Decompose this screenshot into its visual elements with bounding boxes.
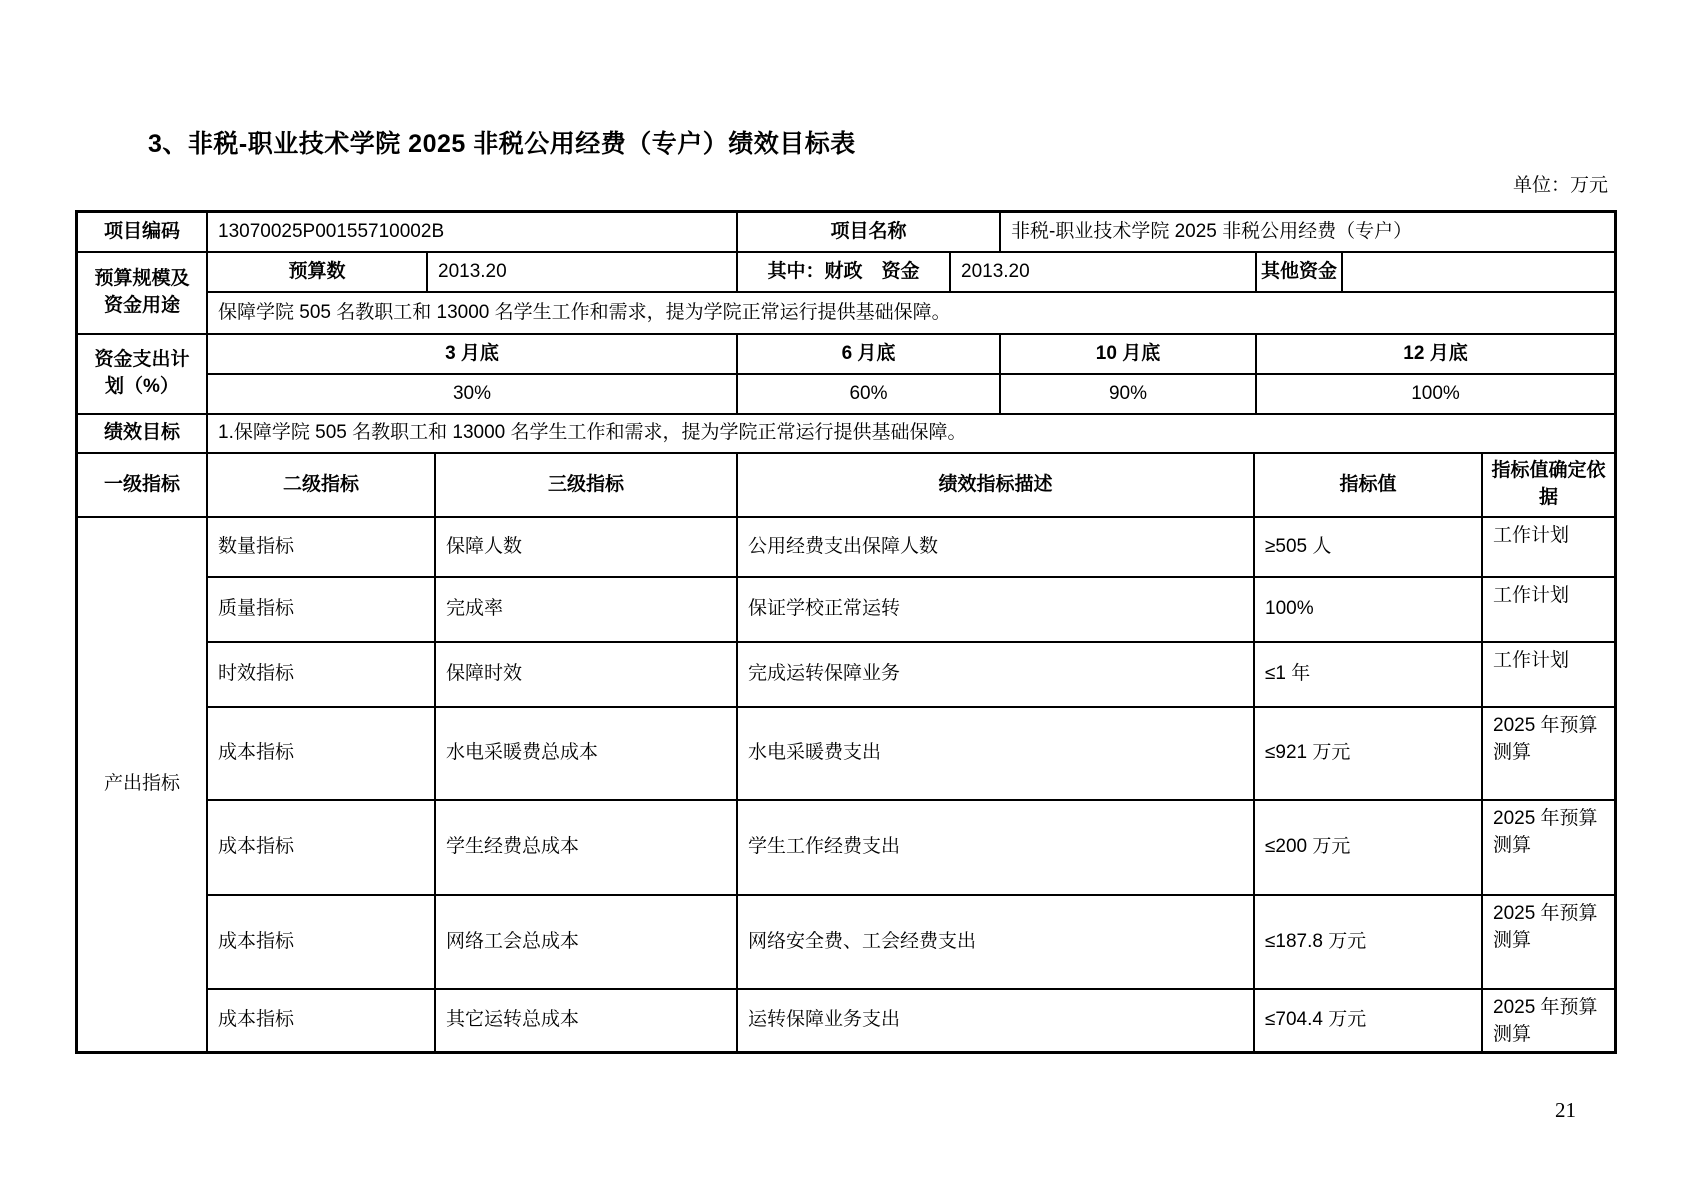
value-cell: ≤921 万元 <box>1255 708 1483 799</box>
level2-cell: 成本指标 <box>208 990 436 1051</box>
spending-value-october: 90% <box>1001 375 1257 413</box>
description-cell: 学生工作经费支出 <box>738 801 1255 894</box>
header-level1: 一级指标 <box>78 454 208 516</box>
indicator-row-quantity <box>208 518 1614 578</box>
level2-cell: 数量指标 <box>208 518 436 576</box>
level3-cell: 保障时效 <box>436 643 738 706</box>
spending-col-december: 12 月底 <box>1403 342 1468 364</box>
performance-goal-row <box>78 415 1614 454</box>
project-code-label: 项目编码 <box>78 213 208 251</box>
value-cell: ≤200 万元 <box>1255 801 1483 894</box>
budget-number-value: 2013.20 <box>428 253 738 291</box>
page-title: 3、非税-职业技术学院 2025 非税公用经费（专户）绩效目标表 <box>148 130 856 158</box>
budget-scale-label: 预算规模及资金用途 <box>78 253 208 333</box>
spending-value-march: 30% <box>208 375 738 413</box>
indicator-data-band <box>78 518 1614 1051</box>
indicator-row-cost-other <box>208 990 1614 1051</box>
description-cell: 水电采暖费支出 <box>738 708 1255 799</box>
spending-col-october: 10 月底 <box>1001 335 1257 373</box>
project-name-label: 项目名称 <box>738 213 1001 251</box>
budget-numbers-row <box>208 253 1614 293</box>
level3-cell: 完成率 <box>436 578 738 641</box>
fiscal-funds-label: 其中：财政 资金 <box>738 253 951 291</box>
indicator-row-cost-network <box>208 896 1614 990</box>
header-level3: 三级指标 <box>436 454 738 516</box>
level3-cell: 网络工会总成本 <box>436 896 738 988</box>
level2-cell: 时效指标 <box>208 643 436 706</box>
fiscal-funds-value: 2013.20 <box>951 253 1257 291</box>
fund-usage-row <box>208 293 1614 333</box>
basis-cell: 2025 年预算测算 <box>1493 715 1598 763</box>
value-cell: 100% <box>1255 578 1483 641</box>
fund-usage-text: 保障学院 505 名教职工和 13000 名学生工作和需求，提为学院正常运行提供基础保障。 <box>218 301 951 323</box>
project-name-value: 非税-职业技术学院 2025 非税公用经费（专户） <box>1011 220 1413 242</box>
basis-cell: 工作计划 <box>1493 525 1570 546</box>
level2-cell: 成本指标 <box>208 708 436 799</box>
description-cell: 完成运转保障业务 <box>738 643 1255 706</box>
header-description: 绩效指标描述 <box>738 454 1255 516</box>
project-code-value: 13070025P00155710002B <box>208 213 738 251</box>
value-cell: ≤187.8 万元 <box>1255 896 1483 988</box>
budget-band <box>78 253 1614 335</box>
indicator-rows <box>208 518 1614 1051</box>
spending-value-june: 60% <box>738 375 1001 413</box>
spending-plan-header-row <box>208 335 1614 375</box>
spending-col-march: 3 月底 <box>208 335 738 373</box>
level3-cell: 其它运转总成本 <box>436 990 738 1051</box>
level3-cell: 学生经费总成本 <box>436 801 738 894</box>
level2-cell: 质量指标 <box>208 578 436 641</box>
basis-cell: 2025 年预算测算 <box>1493 903 1598 951</box>
basis-cell: 2025 年预算测算 <box>1493 808 1598 856</box>
description-cell: 公用经费支出保障人数 <box>738 518 1255 576</box>
spending-value-december: 100% <box>1411 382 1460 404</box>
spending-plan-band <box>78 335 1614 415</box>
indicator-row-quality <box>208 578 1614 643</box>
description-cell: 运转保障业务支出 <box>738 990 1255 1051</box>
value-cell: ≤1 年 <box>1255 643 1483 706</box>
value-cell: ≤704.4 万元 <box>1255 990 1483 1051</box>
indicator-row-cost-students <box>208 801 1614 896</box>
performance-goal-text: 1.保障学院 505 名教职工和 13000 名学生工作和需求，提为学院正常运行提供基础保障。 <box>218 422 967 444</box>
spending-col-june: 6 月底 <box>738 335 1001 373</box>
level3-cell: 水电采暖费总成本 <box>436 708 738 799</box>
spending-plan-values-row <box>208 375 1614 413</box>
description-cell: 网络安全费、工会经费支出 <box>738 896 1255 988</box>
other-funds-label: 其他资金 <box>1257 253 1343 291</box>
other-funds-value <box>1343 253 1614 291</box>
description-cell: 保证学校正常运转 <box>738 578 1255 641</box>
indicator-header-row <box>78 454 1614 518</box>
level3-cell: 保障人数 <box>436 518 738 576</box>
performance-target-table <box>75 210 1617 1054</box>
budget-band-body <box>208 253 1614 333</box>
level2-cell: 成本指标 <box>208 801 436 894</box>
unit-label: 单位：万元 <box>1512 175 1608 196</box>
basis-cell: 工作计划 <box>1493 650 1570 671</box>
indicator-row-cost-utilities <box>208 708 1614 801</box>
level1-indicator-value: 产出指标 <box>78 518 208 1051</box>
basis-cell: 2025 年预算测算 <box>1493 997 1598 1045</box>
budget-number-label: 预算数 <box>208 253 428 291</box>
spending-plan-label: 资金支出计划（%） <box>78 335 208 413</box>
level2-cell: 成本指标 <box>208 896 436 988</box>
header-level2: 二级指标 <box>208 454 436 516</box>
value-cell: ≥505 人 <box>1255 518 1483 576</box>
header-value: 指标值 <box>1255 454 1483 516</box>
page-number: 21 <box>1555 1098 1576 1122</box>
basis-cell: 工作计划 <box>1493 585 1570 606</box>
spending-plan-body <box>208 335 1614 413</box>
header-basis: 指标值确定依据 <box>1491 460 1606 508</box>
project-row <box>78 213 1614 253</box>
indicator-row-timeliness <box>208 643 1614 708</box>
performance-goal-label: 绩效目标 <box>78 415 208 452</box>
